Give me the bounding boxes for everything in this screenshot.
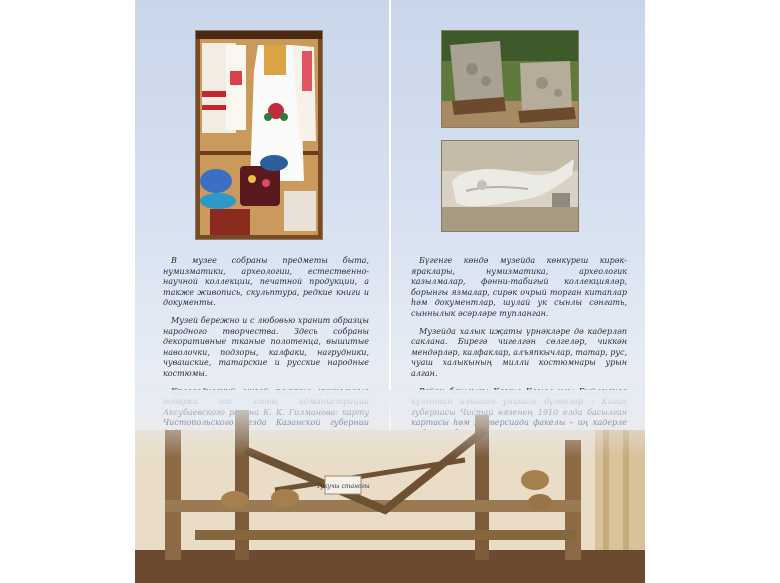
right-paragraph-2: Музейда халык иҗаты үрнәкләре дә кадерләп саклана. Бирегә чигелгән сөлгеләр, чиккән мендәрләр, калфаклар, алъяпкычлар, татар, рус, чуаш халыкының милли костюмнары урын алган. xyxy=(411,326,627,378)
brochure-spread xyxy=(135,0,645,583)
carved-stones-photo xyxy=(441,30,579,128)
left-paragraph-1: В музее собраны предметы быта, нумизматики, археологии, естественно-научной коллекции, печатной продукции, а также живопись, скульптура, редкие книги и документы. xyxy=(163,256,369,308)
left-paragraph-2: Музей бережно и с любовью хранит образцы народного творчества. Здесь собраны декоративные тканые полотенца, вышитые наволочки, подзоры, калфаки, нагрудники, чувашские, татарские и русские народные костюмы. xyxy=(163,315,369,378)
loom-photo xyxy=(135,390,645,583)
right-paragraph-1: Бүгенге көндә музейда көнкүреш кирәк-яраклары, нумизматика, археологик казылмалар, фәнни-табигый коллекцияләр, борынгы язмалар, сирәк очрый торган китаплар һәм документлар, шулай ук сынлы сәнгать, сыннылык әсәрләре тупланган. xyxy=(411,256,627,318)
fossil-bone-photo xyxy=(441,140,579,232)
folk-costumes-photo xyxy=(195,30,323,240)
